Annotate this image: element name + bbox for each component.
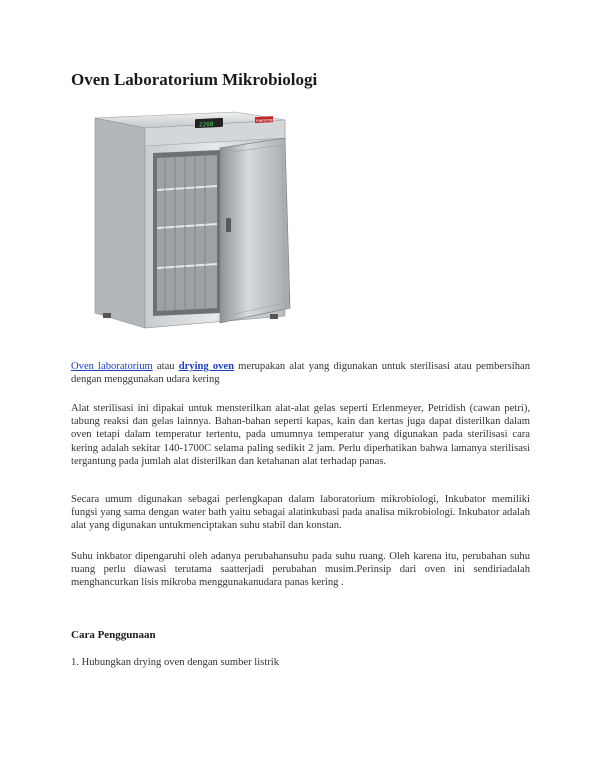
intro-text-description: merupakan alat yang digunakan untuk sterilisasi atau pembersihan dengan menggunakan udara kering: [71, 361, 531, 386]
temperature-paragraph: Suhu inkbator dipengaruhi oleh adanya perubahansuhu pada suhu ruang. Oleh karena itu, perubahan suhu ruang perlu diawasi terutama saatterjadi perubahan musim.Perinsip dari oven ini sendiriadalah menghancurkan lisis mikroba menggunakanudara panas kering .: [71, 551, 530, 589]
oven-laboratorium-link[interactable]: Oven laboratorium: [71, 361, 153, 372]
section-heading-usage: Cara Penggunaan: [71, 629, 156, 641]
page-title: Oven Laboratorium Mikrobiologi: [71, 70, 318, 89]
incubator-paragraph: Secara umum digunakan sebagai perlengkapan dalam laboratorium mikrobiologi, Inkubator memiliki fungsi yang sama dengan water bath yaitu sebagai alatinkubasi pada analisa mikrobiologi. Inkubator adalah alat yang digunakan untukmenciptakan suhu stabil dan konstan.: [71, 494, 530, 532]
oven-display: 2208: [199, 120, 214, 129]
drying-oven-link[interactable]: drying oven: [178, 361, 235, 372]
intro-paragraph: [71, 360, 530, 386]
sterilization-paragraph: Alat sterilisasi ini dipakai untuk mensterilkan alat-alat gelas seperti Erlenmeyer, Petridish (cawan petri), tabung reaksi dan gelas lainnya. Bahan-bahan seperti kapas, kain dan kertas juga dapat disterilkan dalam oven tetapi dalam temperatur tertentu, pada umumnya temperatur yang digunakan pada sterilisasi cara kering adalah sekitar 140-1700C selama paling sedikit 2 jam. Perlu diperhatikan bahwa lamanya sterilisasi tergantung pada jumlah alat disterilkan dan ketahanan alat terhadap panas.: [71, 403, 530, 467]
intro-text-connector: atau: [152, 361, 179, 372]
drying-oven-photo: [85, 108, 295, 333]
brand-label: memmert: [256, 117, 276, 124]
usage-step-1: 1. Hubungkan drying oven dengan sumber listrik: [71, 657, 280, 668]
